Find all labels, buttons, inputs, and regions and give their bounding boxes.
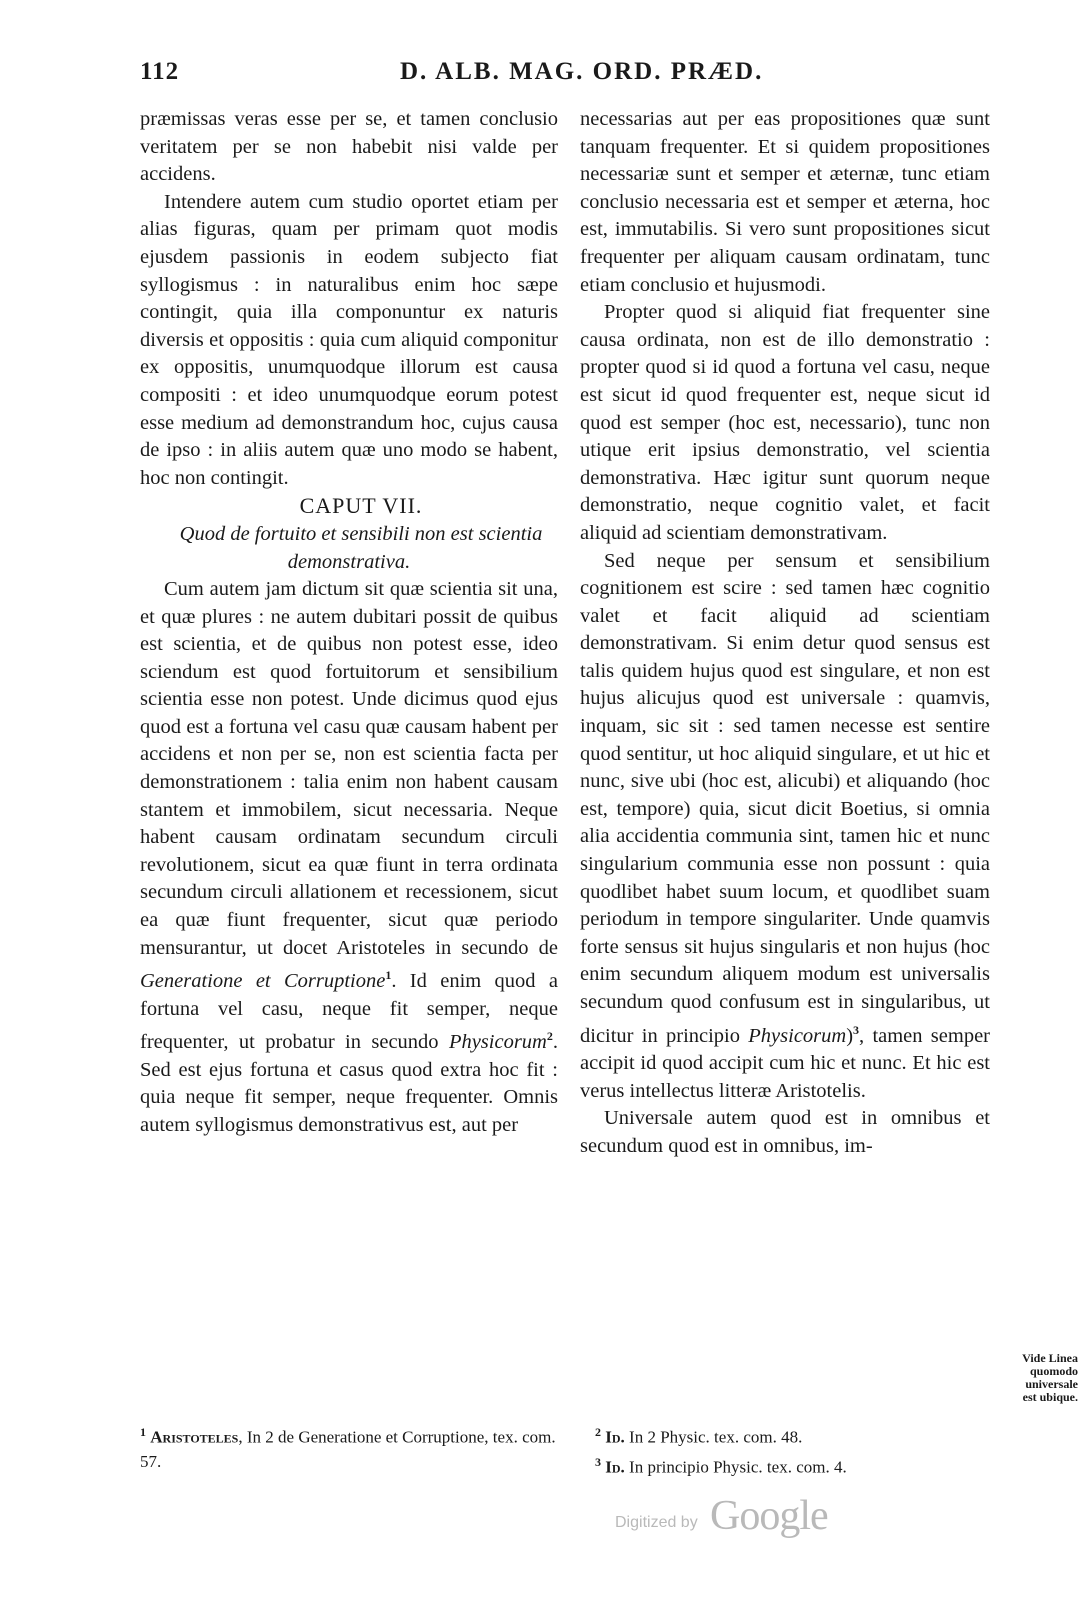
margin-note-line: Vide Linea [1022,1351,1078,1365]
footnotes-right [595,1420,995,1479]
google-logo: Google [710,1493,828,1539]
left-column [140,106,558,1139]
paragraph: necessarias aut per eas propositiones quæ sunt tanquam frequenter. Et si quidem propositiones necessariæ sunt et semper et æternæ, tunc etiam conclusio necessaria est et semper et æterna, hoc est, immutabilis. Si vero sunt propositiones sicut frequenter per aliquam causam ordinatam, tunc etiam conclusio et hujusmodi. [580,108,990,296]
page-header [0,58,1082,94]
google-watermark [610,1492,860,1542]
running-title: D. ALB. MAG. ORD. PRÆD. [400,58,764,85]
text-run: ) [846,1024,854,1047]
footnote-number: 1 [140,1425,146,1439]
footnote-marker: 3 [853,1022,860,1037]
footnote-author: Aristoteles [150,1427,239,1447]
paragraph [140,576,558,1140]
text-run: . Id enim quod a fortuna vel casu, neque fit semper, neque frequenter, ut probatur in secundo [140,970,558,1054]
paragraph: Intendere autem cum studio oportet etiam per alias figuras, quam per primam quot modis ejusdem passionis in eodem subjecto fiat syllogismus : in naturalibus enim hoc sæpe contingit, quia illa componuntur ex naturis diversis et oppositis : quia cum aliquid componitur ex oppositis, unumquodque illorum est causa compositi : et ideo unumquodque eorum potest esse medium ad demonstrandum hoc, cujus causa de ipso : in aliis autem quæ uno modo se habent, hoc non contingit. [140,190,558,489]
margin-note [998,1352,1078,1404]
page-number: 112 [140,58,180,85]
footnote-text: , In 2 de Generatione et Corruptione, tex. com. 57. [140,1427,556,1471]
footnote-marker: 2 [546,1029,553,1044]
paragraph: Universale autem quod est in omnibus et secundum quod est in omnibus, im- [580,1107,990,1157]
chapter-title: CAPUT VII. [299,493,423,519]
work-reference: Generatione et Corruptione [140,970,386,993]
margin-note-line: quomodo [1029,1364,1078,1378]
text-run: Cum autem jam dictum sit quæ scientia sit una, et quæ plures : ne autem dubitari possit de quibus est scientia, et de quibus non potest esse, ideo sciendum est quod fortuitorum et sensibilium scientia esse non potest. Unde dicimus quod ejus quod est a fortuna vel casu quæ causam habent per accidens et non per se, non est scientia facta per demonstrationem : talia enim non habent causam stantem et immobilem, sicut necessaria. Neque habent causam ordinatam secundum circuli revolutionem, sicut ea quæ fiunt in terra ordinata secundum circuli allationem et recessionem, sicut ea quæ fiunt frequenter, sicut quæ periodo mensurantur, ut docet Aristoteles in secundo de [140,577,558,959]
text-run: , tamen semper accipit id quod accipit cum hic et nunc. Et hic est verus intellectus litteræ Aristotelis. [580,1024,990,1102]
footnote [595,1420,995,1450]
margin-note-line: est ubique. [1022,1390,1078,1404]
work-reference: Physicorum [448,1031,547,1054]
footnotes-left [140,1420,560,1474]
footnote [595,1450,995,1480]
footnote-author: Id. [605,1427,625,1447]
chapter-subtitle: Quod de fortuito et sensibili non est scientia demonstrativa. [179,522,543,573]
right-column [580,106,990,1160]
margin-note-line: universale [1025,1377,1078,1391]
paragraph [580,548,990,1106]
paragraph: Propter quod si aliquid fiat frequenter sine causa ordinata, non est de illo demonstratio : propter quod si id quod a fortuna vel casu, neque est sicut id quod frequenter est, neque sicut id quod est semper (hoc est, necessario), tunc non utique erit ipsius demonstratio, vel scientia demonstrativa. Hæc igitur sunt quorum neque demonstratio, neque cognitio valet, et facit aliquid ad scientiam demonstrativam. [580,301,990,544]
footnote-text: In principio Physic. tex. com. 4. [624,1457,847,1477]
text-run: Sed neque per sensum et sensibilium cognitionem est scire : sed tamen hæc cognitio valet et facit aliquid ad scientiam demonstrativam. Si enim detur quod sensus est talis quidem hujus quod est singulare, et non est hujus alicujus quod est universale : quamvis, inquam, sic sit : sed tamen necesse est sentire quod sentitur, ut hoc aliquid singulare, et ut hic et nunc, sive ubi (hoc est, alicubi) et aliquando (hoc est, tempore) quia, sicut dicit Boetius, si omnia alia accidentia communia sint, tamen hic et nunc singularium communia esse non possunt : quia quodlibet habet suum locum, et quodlibet suam periodum in tempore singulariter. Unde quamvis forte sensus sit hujus singularis et non hujus (hoc enim secundum aliquem modum est universalis secundum quod confusum est in singularibus, ut dicitur in principio [580,549,990,1047]
footnote-number: 3 [595,1454,601,1469]
work-reference: Physicorum [748,1024,847,1047]
footnote-author: Id. [605,1457,625,1477]
footnote-text: In 2 Physic. tex. com. 48. [624,1427,803,1447]
text-run: . Sed est ejus fortuna et casus quod extra hoc fit : quia neque fit semper, neque frequenter. Omnis autem syllogismus demonstrativus est, aut per [140,1031,558,1136]
watermark-digitized-label: Digitized by [615,1514,698,1531]
paragraph: præmissas veras esse per se, et tamen conclusio veritatem per se non habebit nisi valde per accidens. [140,108,558,186]
footnote-marker: 1 [385,968,392,983]
footnote [140,1420,560,1474]
footnote-number: 2 [595,1425,601,1439]
